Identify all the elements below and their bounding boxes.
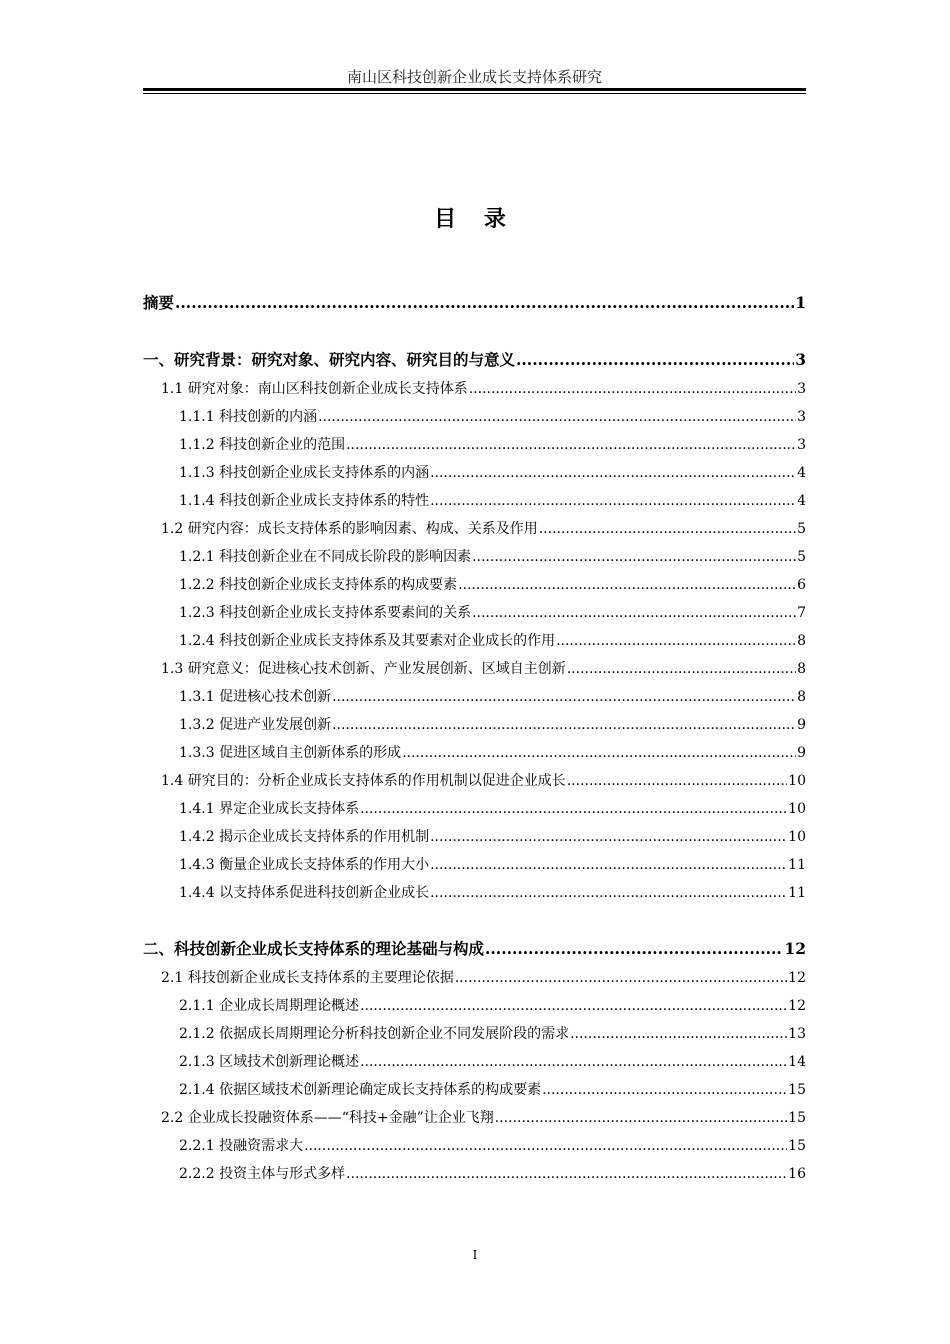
toc-entry-page: 8 <box>797 661 806 677</box>
toc-entry-label: 1.4 研究目的：分析企业成长支持体系的作用机制以促进企业成长 <box>161 773 566 789</box>
toc-entry-chapter-1[interactable] <box>143 345 806 375</box>
toc-entry-label: 1.4.4 以支持体系促进科技创新企业成长 <box>179 885 430 901</box>
leader-dots <box>430 459 796 487</box>
toc-entry-abstract[interactable] <box>143 288 806 318</box>
toc-entry-page: 15 <box>788 1082 806 1098</box>
toc-entry-page: 12 <box>784 939 806 958</box>
toc-entry-2-1-3[interactable] <box>143 1048 806 1076</box>
toc-entry-label: 1.2.1 科技创新企业在不同成长阶段的影响因素 <box>179 549 472 565</box>
toc-entry-label: 2.2.2 投资主体与形式多样 <box>179 1166 346 1182</box>
toc-entry-label: 2.1.4 依据区域技术创新理论确定成长支持体系的构成要素 <box>179 1082 542 1098</box>
toc-entry-1-1-3[interactable] <box>143 459 806 487</box>
toc-entry-page: 8 <box>797 689 806 705</box>
toc-entry-page: 10 <box>788 773 806 789</box>
toc-entry-2-1-1[interactable] <box>143 992 806 1020</box>
toc-entry-page: 14 <box>788 1054 806 1070</box>
toc-entry-label: 1.1.2 科技创新企业的范围 <box>179 437 346 453</box>
toc-entry-page: 4 <box>797 493 806 509</box>
running-header: 南山区科技创新企业成长支持体系研究 <box>346 68 602 86</box>
toc-entry-page: 1 <box>795 293 806 312</box>
toc-entry-label: 1.3.2 促进产业发展创新 <box>179 717 332 733</box>
leader-dots <box>360 1048 787 1076</box>
toc-entry-label: 1.1 研究对象：南山区科技创新企业成长支持体系 <box>161 381 468 397</box>
toc-entry-page: 15 <box>788 1138 806 1154</box>
toc-entry-page: 9 <box>797 717 806 733</box>
toc-entry-label: 一、研究背景：研究对象、研究内容、研究目的与意义 <box>143 350 516 369</box>
toc-entry-1-1-4[interactable] <box>143 487 806 515</box>
leader-dots <box>458 571 796 599</box>
toc-entry-label: 1.2 研究内容：成长支持体系的影响因素、构成、关系及作用 <box>161 521 538 537</box>
toc-entry-label: 二、科技创新企业成长支持体系的理论基础与构成 <box>143 939 485 958</box>
toc-entry-page: 10 <box>788 829 806 845</box>
toc-entry-page: 3 <box>797 437 806 453</box>
leader-dots <box>430 823 787 851</box>
toc-entry-label: 2.1.3 区域技术创新理论概述 <box>179 1054 360 1070</box>
toc-entry-2-2[interactable] <box>143 1104 806 1132</box>
toc-entry-1-1-1[interactable] <box>143 403 806 431</box>
toc-entry-2-2-2[interactable] <box>143 1160 806 1188</box>
page-number: I <box>472 1248 478 1262</box>
toc-entry-page: 11 <box>788 857 806 873</box>
toc-entry-page: 5 <box>797 549 806 565</box>
toc-entry-page: 12 <box>788 970 806 986</box>
toc-entry-page: 5 <box>797 521 806 537</box>
toc-entry-label: 1.1.4 科技创新企业成长支持体系的特性 <box>179 493 430 509</box>
toc-entry-label: 1.2.4 科技创新企业成长支持体系及其要素对企业成长的作用 <box>179 633 556 649</box>
toc-entry-1-2-2[interactable] <box>143 571 806 599</box>
leader-dots <box>485 934 783 962</box>
leader-dots <box>455 964 787 992</box>
toc-entry-page: 4 <box>797 465 806 481</box>
toc-entry-label: 1.1.1 科技创新的内涵 <box>179 409 318 425</box>
leader-dots <box>469 375 796 403</box>
leader-dots <box>318 403 796 431</box>
leader-dots <box>175 288 794 316</box>
leader-dots <box>539 515 796 543</box>
toc-entry-2-2-1[interactable] <box>143 1132 806 1160</box>
toc-entry-label: 2.2.1 投融资需求大 <box>179 1138 304 1154</box>
toc-entry-2-1-2[interactable] <box>143 1020 806 1048</box>
toc-entry-label: 2.1.1 企业成长周期理论概述 <box>179 998 360 1014</box>
toc-entry-label: 1.3.1 促进核心技术创新 <box>179 689 332 705</box>
toc-entry-page: 8 <box>797 633 806 649</box>
leader-dots <box>332 711 796 739</box>
toc-entry-label: 1.4.3 衡量企业成长支持体系的作用大小 <box>179 857 430 873</box>
toc-entry-1-3-3[interactable] <box>143 739 806 767</box>
leader-dots <box>472 543 796 571</box>
toc-entry-page: 11 <box>788 885 806 901</box>
toc-title: 目 录 <box>434 206 516 232</box>
toc-entry-1-4-2[interactable] <box>143 823 806 851</box>
leader-dots <box>567 655 796 683</box>
toc-entry-1-4[interactable] <box>143 767 806 795</box>
toc-entry-label: 1.4.2 揭示企业成长支持体系的作用机制 <box>179 829 430 845</box>
header-rule-thick <box>143 88 806 91</box>
toc-entry-1-4-3[interactable] <box>143 851 806 879</box>
header-rule-thin <box>143 93 806 94</box>
leader-dots <box>346 1160 787 1188</box>
toc-entry-1-2-3[interactable] <box>143 599 806 627</box>
toc-entry-page: 16 <box>788 1166 806 1182</box>
toc-entry-label: 2.1 科技创新企业成长支持体系的主要理论依据 <box>161 970 454 986</box>
toc-entry-1-2-1[interactable] <box>143 543 806 571</box>
toc-entry-1-4-4[interactable] <box>143 879 806 907</box>
toc-entry-1-2-4[interactable] <box>143 627 806 655</box>
toc-entry-1-1-2[interactable] <box>143 431 806 459</box>
leader-dots <box>495 1104 787 1132</box>
toc-entry-page: 13 <box>788 1026 806 1042</box>
leader-dots <box>430 487 796 515</box>
toc-entry-label: 2.2 企业成长投融资体系——“科技+金融”让企业飞翔 <box>161 1110 494 1126</box>
toc-entry-page: 3 <box>797 381 806 397</box>
leader-dots <box>360 795 787 823</box>
leader-dots <box>556 627 796 655</box>
leader-dots <box>516 345 794 373</box>
toc-entry-label: 2.1.2 依据成长周期理论分析科技创新企业不同发展阶段的需求 <box>179 1026 570 1042</box>
leader-dots <box>570 1020 787 1048</box>
table-of-contents <box>143 288 806 1188</box>
leader-dots <box>430 851 787 879</box>
leader-dots <box>430 879 787 907</box>
toc-entry-1-3[interactable] <box>143 655 806 683</box>
leader-dots <box>402 739 796 767</box>
toc-entry-page: 15 <box>788 1110 806 1126</box>
toc-entry-1-3-2[interactable] <box>143 711 806 739</box>
leader-dots <box>567 767 787 795</box>
toc-entry-1-3-1[interactable] <box>143 683 806 711</box>
toc-entry-2-1[interactable] <box>143 964 806 992</box>
leader-dots <box>360 992 787 1020</box>
leader-dots <box>332 683 796 711</box>
toc-entry-page: 7 <box>797 605 806 621</box>
leader-dots <box>346 431 796 459</box>
toc-entry-page: 9 <box>797 745 806 761</box>
toc-entry-label: 1.3 研究意义：促进核心技术创新、产业发展创新、区域自主创新 <box>161 661 566 677</box>
toc-entry-1-2[interactable] <box>143 515 806 543</box>
toc-entry-label: 1.2.3 科技创新企业成长支持体系要素间的关系 <box>179 605 472 621</box>
toc-entry-page: 6 <box>797 577 806 593</box>
toc-entry-chapter-2[interactable] <box>143 934 806 964</box>
toc-entry-1-1[interactable] <box>143 375 806 403</box>
toc-entry-label: 1.4.1 界定企业成长支持体系 <box>179 801 360 817</box>
toc-entry-page: 3 <box>797 409 806 425</box>
toc-entry-page: 12 <box>788 998 806 1014</box>
toc-entry-2-1-4[interactable] <box>143 1076 806 1104</box>
leader-dots <box>472 599 796 627</box>
toc-entry-label: 1.2.2 科技创新企业成长支持体系的构成要素 <box>179 577 458 593</box>
toc-entry-label: 1.3.3 促进区域自主创新体系的形成 <box>179 745 402 761</box>
toc-entry-page: 10 <box>788 801 806 817</box>
toc-entry-label: 摘要 <box>143 293 175 312</box>
leader-dots <box>304 1132 787 1160</box>
toc-entry-1-4-1[interactable] <box>143 795 806 823</box>
toc-entry-page: 3 <box>795 350 806 369</box>
leader-dots <box>542 1076 787 1104</box>
toc-entry-label: 1.1.3 科技创新企业成长支持体系的内涵 <box>179 465 430 481</box>
